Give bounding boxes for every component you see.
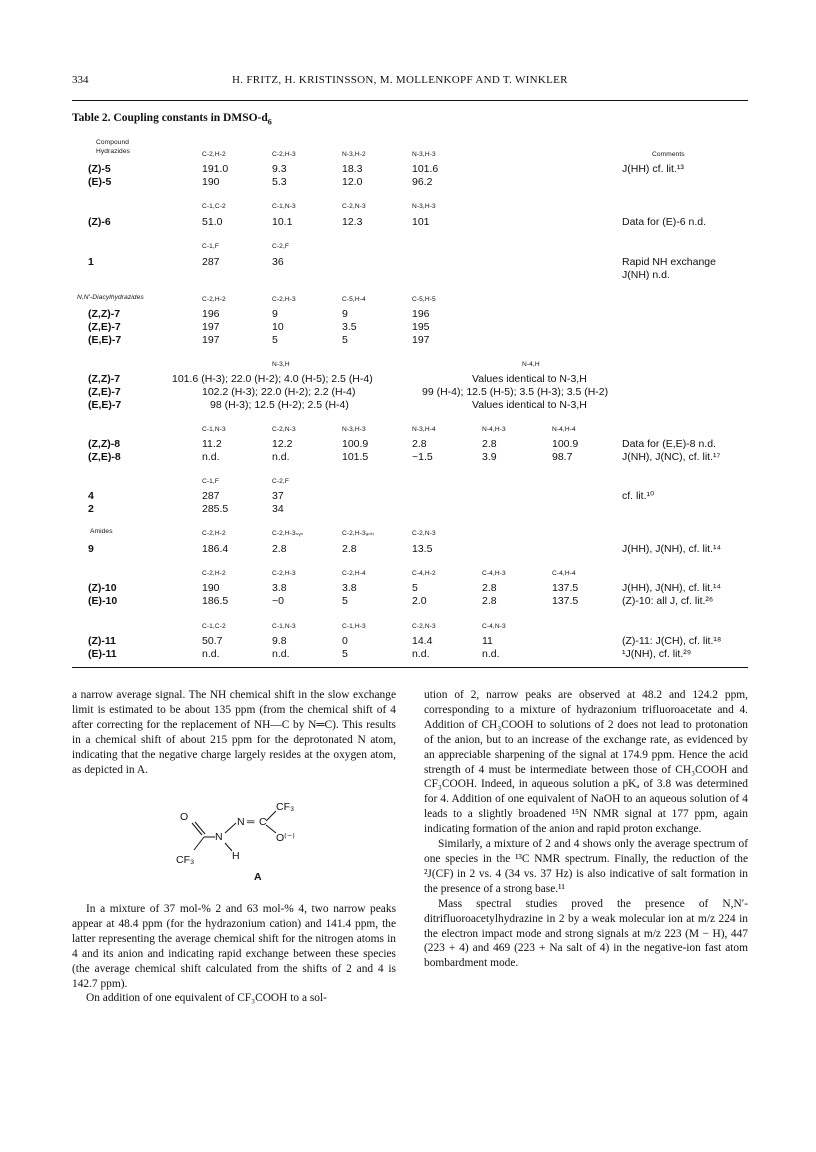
bond-double-nc: ═ [247, 816, 255, 828]
table-cell: 98 (H-3); 12.5 (H-2); 2.5 (H-4) [210, 399, 349, 411]
table-cell: 101.6 [412, 163, 439, 175]
row-label: (E)-11 [88, 648, 117, 660]
table-cell: 13.5 [412, 543, 433, 555]
column-header: N-3,H-3 [412, 151, 436, 158]
table-cell: J(HH), J(NH), cf. lit.¹⁴ [622, 543, 721, 555]
table-cell: 98.7 [552, 451, 573, 463]
row-label: (E)-5 [88, 176, 112, 188]
col-label-diacyl: N,N′-Diacylhydrazides [77, 294, 144, 301]
table-cell: ~1.5 [412, 451, 433, 463]
table-cell: 5.3 [272, 176, 287, 188]
table-cell: J(NH) n.d. [622, 269, 670, 281]
table-cell: J(NH), J(NC), cf. lit.¹⁷ [622, 451, 721, 463]
column-header: C-4,N-3 [482, 623, 506, 630]
table-cell: J(HH), J(NH), cf. lit.¹⁴ [622, 582, 721, 594]
column-header: C-2,H-2 [202, 530, 226, 537]
table-cell: 5 [272, 334, 278, 346]
column-header: C-1,C-2 [202, 623, 226, 630]
column-header: C-2,F [272, 478, 289, 485]
table-cell: Rapid NH exchange [622, 256, 716, 268]
column-header: C-2,N-3 [412, 623, 436, 630]
column-header: C-2,H-4 [342, 570, 366, 577]
row-label: (Z)-6 [88, 216, 111, 228]
table-cell: 197 [412, 334, 430, 346]
column-header: N-3,H-4 [412, 426, 436, 433]
table-cell: 101.6 (H-3); 22.0 (H-2); 4.0 (H-5); 2.5 (H-4) [172, 373, 373, 385]
atom-h: H [232, 850, 240, 862]
table-cell: 36 [272, 256, 284, 268]
atom-cf3-top: CF₃ [276, 801, 295, 813]
column-header: C-2,H-2 [202, 151, 226, 158]
atom-cf3-bottom: CF₃ [176, 854, 195, 866]
table-cell: 9 [272, 308, 278, 320]
table-cell: n.d. [412, 648, 430, 660]
table-cell: 2.8 [412, 438, 427, 450]
table-cell: 191.0 [202, 163, 229, 175]
table-cell: 3.5 [342, 321, 357, 333]
table-cell: 11 [482, 635, 493, 647]
column-header: C-2,N-3 [272, 426, 296, 433]
table-cell: 11.2 [202, 438, 222, 450]
table-cell: 287 [202, 490, 220, 502]
table-cell: cf. lit.¹⁰ [622, 490, 655, 502]
table-cell: 9.8 [272, 635, 287, 647]
column-header: C-2,H-3ₛᵧₙ [272, 530, 304, 537]
left-paragraph-3: On addition of one equivalent of CF₃COOH to a sol- [86, 992, 327, 1005]
right-paragraph-3: Mass spectral studies proved the presence of N,N′-ditrifluoroacetylhydrazine in 2 by a weak molecular ion at m/z 224 in the electron impact mode and strong signals at m/z 223 (M − H), 447 (223 + 4) and 469 (223 + Na salt of 4) in the negative-ion fast atom bombardment mode. [424, 897, 748, 970]
atom-o-carbonyl: O [180, 811, 189, 823]
column-header: Comments [652, 151, 685, 158]
table-cell: 100.9 [342, 438, 369, 450]
table-cell: ~0 [272, 595, 284, 607]
table-cell: 2.0 [412, 595, 427, 607]
coupling-constants-table [72, 135, 748, 665]
row-label: (Z,E)-7 [88, 386, 121, 398]
table-cell: 101 [412, 216, 430, 228]
table-cell: 5 [342, 595, 348, 607]
table-cell: 34 [272, 503, 284, 515]
table-cell: 2.8 [482, 595, 497, 607]
table-cell: 9 [342, 308, 348, 320]
table-cell: Data for (E,E)-8 n.d. [622, 438, 716, 450]
table-cell: n.d. [202, 648, 220, 660]
structure-bonds [170, 787, 330, 883]
column-header: C-1,N-3 [272, 623, 296, 630]
column-header: N-4,H-3 [482, 426, 506, 433]
table-cell: 5 [342, 648, 348, 660]
left-paragraph-2: In a mixture of 37 mol-% 2 and 63 mol-% 4, two narrow peaks appear at 48.4 ppm (for the hydrazonium cation) and 141.4 ppm, the latter representing the average chemical shift for the nitrogen atoms in 4 and its anion and indicating rapid exchange between these species (the average chemical shift calculated from the shifts of 2 and 4 is 142.7 ppm). [72, 903, 396, 990]
table-cell: 2.8 [272, 543, 287, 555]
table-cell: 2.8 [342, 543, 357, 555]
table-cell: 137.5 [552, 582, 579, 594]
table-cell: 197 [202, 334, 220, 346]
table-cell: 2.8 [482, 582, 497, 594]
table-cell: 10 [272, 321, 284, 333]
row-label: (Z,E)-8 [88, 451, 121, 463]
column-header: C-4,H-4 [552, 570, 576, 577]
row-label: 4 [88, 490, 94, 502]
table-cell: 12.2 [272, 438, 293, 450]
table-cell: n.d. [272, 451, 290, 463]
row-label: (E,E)-7 [88, 334, 122, 346]
table-cell: 12.3 [342, 216, 363, 228]
right-paragraph-1: ution of 2, narrow peaks are observed at 48.2 and 124.2 ppm, corresponding to a mixture of hydrazonium trifluoroacetate and 4. Addition of CH₃COOH to solutions of 2 does not lead to protonation of the anion, but to an increase of the exchange rate, as evidenced by an appreciable sharpening of the signal at 174.9 ppm. Hence the acid strength of 4 must be intermediate between those of CH₃COOH and CF₃COOH. Indeed, in aqueous solution a pKₐ of 3.8 was determined for 4. Addition of one equivalent of NaOH to an aqueous solution of 4 leads to a slightly broadened ¹⁵N NMR signal at 177 ppm, again indicating formation of the anion and rapid proton exchange. [424, 689, 748, 836]
row-label: (E,E)-7 [88, 399, 122, 411]
table-cell: 186.5 [202, 595, 229, 607]
table-cell: Values identical to N-3,H [472, 373, 587, 385]
table-cell: 51.0 [202, 216, 223, 228]
row-label: (Z,Z)-7 [88, 373, 121, 385]
table-cell: (Z)-10: all J, cf. lit.²⁶ [622, 595, 714, 607]
column-header: N-3,H [272, 361, 290, 368]
column-header: C-5,H-5 [412, 296, 436, 303]
table-cell: 9.3 [272, 163, 287, 175]
atom-n1: N [215, 831, 223, 843]
table-cell: 137.5 [552, 595, 579, 607]
left-column-lower [72, 902, 396, 1006]
table-cell: 196 [412, 308, 430, 320]
row-label: (Z)-10 [88, 582, 117, 594]
table-cell: 3.8 [272, 582, 287, 594]
left-column [72, 688, 396, 777]
column-header: C-2,N-3 [342, 203, 366, 210]
table-cell: 197 [202, 321, 220, 333]
column-header: C-2,H-3 [272, 570, 296, 577]
column-header: C-1,N-3 [272, 203, 296, 210]
table-cell: Values identical to N-3,H [472, 399, 587, 411]
table-cell: 3.8 [342, 582, 357, 594]
table-cell: 190 [202, 582, 220, 594]
table-cell: 3.9 [482, 451, 497, 463]
column-header: C-4,H-2 [412, 570, 436, 577]
table-cell: Data for (E)-6 n.d. [622, 216, 707, 228]
header-rule [72, 100, 748, 101]
row-label: 9 [88, 543, 94, 555]
column-header: N-3,H-3 [412, 203, 436, 210]
column-header: C-5,H-4 [342, 296, 366, 303]
col-label-compound: Compound [96, 139, 130, 146]
table-cell: 99 (H-4); 12.5 (H-5); 3.5 (H-3); 3.5 (H-2) [422, 386, 609, 398]
column-header: N-4,H [522, 361, 540, 368]
table-cell: 14.4 [412, 635, 433, 647]
column-header: C-2,H-3 [272, 296, 296, 303]
col-label-hydrazides: Hydrazides [96, 148, 130, 155]
table-cell: 50.7 [202, 635, 223, 647]
column-header: C-1,C-2 [202, 203, 226, 210]
table-cell: 101.5 [342, 451, 369, 463]
table-cell: n.d. [272, 648, 290, 660]
table-cell: ¹J(NH), cf. lit.²⁹ [622, 648, 692, 660]
row-label: (Z,Z)-7 [88, 308, 121, 320]
table-cell: 5 [342, 334, 348, 346]
column-header: N-4,H-4 [552, 426, 576, 433]
table-cell: 196 [202, 308, 220, 320]
running-header-authors: H. FRITZ, H. KRISTINSSON, M. MOLLENKOPF AND T. WINKLER [232, 74, 568, 86]
column-header: C-2,H-2 [202, 296, 226, 303]
table-cell: 102.2 (H-3); 22.0 (H-2); 2.2 (H-4) [202, 386, 356, 398]
table-cell: 12.0 [342, 176, 363, 188]
table-cell: J(HH) cf. lit.¹³ [622, 163, 684, 175]
row-label: (Z)-11 [88, 635, 117, 647]
column-header: C-1,F [202, 243, 219, 250]
table-cell: 96.2 [412, 176, 433, 188]
table-cell: (Z)-11: J(CH), cf. lit.¹⁸ [622, 635, 722, 647]
col-label-amides: Amides [90, 528, 113, 535]
table-cell: n.d. [482, 648, 500, 660]
table-cell: 285.5 [202, 503, 229, 515]
row-label: (Z)-5 [88, 163, 111, 175]
column-header: C-2,H-3ₐₙₜᵢ [342, 530, 375, 537]
atom-n2: N [237, 816, 245, 828]
column-header: C-2,H-3 [272, 151, 296, 158]
column-header: C-2,F [272, 243, 289, 250]
column-header: C-4,H-3 [482, 570, 506, 577]
column-header: C-2,N-3 [412, 530, 436, 537]
table-caption: Table 2. Coupling constants in DMSO-$d_6$ [72, 112, 272, 127]
table-cell: 287 [202, 256, 220, 268]
atom-o-minus: O⁽⁻⁾ [276, 832, 295, 844]
table-cell: 2.8 [482, 438, 497, 450]
structure-a [170, 787, 330, 883]
right-paragraph-2: Similarly, a mixture of 2 and 4 shows only the average spectrum of one species in the ¹³C NMR spectrum. Finally, the reduction of the ²J(CF) in 2 vs. 4 (34 vs. 37 Hz) is also indicative of salt formation in the presence of a strong base.¹¹ [424, 838, 748, 895]
table-cell: n.d. [202, 451, 220, 463]
table-cell: 190 [202, 176, 220, 188]
column-header: N-3,H-3 [342, 426, 366, 433]
column-header: C-1,F [202, 478, 219, 485]
table-cell: 37 [272, 490, 284, 502]
column-header: N-3,H-2 [342, 151, 366, 158]
row-label: 1 [88, 256, 94, 268]
table-cell: 195 [412, 321, 430, 333]
table-cell: 0 [342, 635, 348, 647]
column-header: C-1,N-3 [202, 426, 226, 433]
atom-c: C [259, 816, 267, 828]
row-label: 2 [88, 503, 94, 515]
left-paragraph-1: a narrow average signal. The NH chemical shift in the slow exchange limit is estimated to be about 135 ppm (from the chemical shift of 4 after correcting for the replacement of NH—C by N═C). This results in a chemical shift of about 215 ppm for the deprotonated N atom, indicating that the negative charge largely resides at the oxygen atom, as depicted in A. [72, 689, 396, 776]
table-cell: 18.3 [342, 163, 363, 175]
table-cell: 5 [412, 582, 418, 594]
column-header: C-2,H-2 [202, 570, 226, 577]
table-bottom-rule [72, 667, 748, 668]
row-label: (Z,Z)-8 [88, 438, 121, 450]
page-number: 334 [72, 74, 89, 86]
table-cell: 10.1 [272, 216, 293, 228]
table-cell: 100.9 [552, 438, 579, 450]
right-column [424, 688, 748, 971]
row-label: (Z,E)-7 [88, 321, 121, 333]
row-label: (E)-10 [88, 595, 118, 607]
structure-label: A [254, 871, 262, 883]
table-cell: 186.4 [202, 543, 229, 555]
column-header: C-1,H-3 [342, 623, 366, 630]
